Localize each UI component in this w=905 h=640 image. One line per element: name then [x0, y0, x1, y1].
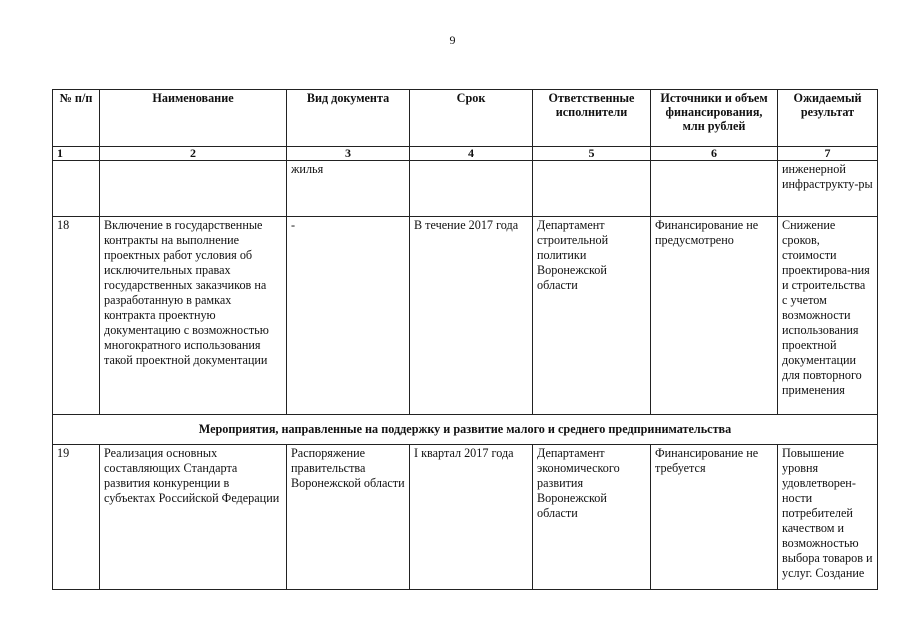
- cell-doc-type: -: [287, 217, 410, 415]
- cell-funding: [651, 161, 778, 217]
- cell-name: Реализация основных составляющих Стандарта развития конкуренции в субъектах Российской Федерации: [100, 445, 287, 590]
- cell-result: Снижение сроков, стоимости проектирова-ния и строительства с учетом возможности использования проектной документации для повторного применения: [778, 217, 878, 415]
- table-row: [53, 161, 878, 217]
- cell-result: Повышение уровня удовлетворен-ности потребителей качеством и возможностью выбора товаров и услуг. Создание: [778, 445, 878, 590]
- cell-result: инженерной инфраструкту-ры: [778, 161, 878, 217]
- page-number: 9: [449, 33, 456, 47]
- column-index: 4: [410, 147, 533, 161]
- header-num: № п/п: [53, 90, 100, 147]
- table-header-row: [53, 90, 878, 147]
- cell-funding: Финансирование не требуется: [651, 445, 778, 590]
- header-doc-type: Вид документа: [287, 90, 410, 147]
- cell-executors: Департамент строительной политики Воронежской области: [533, 217, 651, 415]
- plan-table: [52, 89, 878, 590]
- header-result: Ожидаемый результат: [778, 90, 878, 147]
- header-executors: Ответственные исполнители: [533, 90, 651, 147]
- cell-num: 18: [53, 217, 100, 415]
- cell-name: [100, 161, 287, 217]
- cell-doc-type: Распоряжение правительства Воронежской области: [287, 445, 410, 590]
- cell-term: I квартал 2017 года: [410, 445, 533, 590]
- column-index: 7: [778, 147, 878, 161]
- column-index-row: [53, 147, 878, 161]
- column-index: 3: [287, 147, 410, 161]
- header-funding: Источники и объем финансирования, млн рублей: [651, 90, 778, 147]
- column-index: 2: [100, 147, 287, 161]
- cell-term: [410, 161, 533, 217]
- header-term: Срок: [410, 90, 533, 147]
- column-index: 6: [651, 147, 778, 161]
- cell-doc-type: жилья: [287, 161, 410, 217]
- cell-term: В течение 2017 года: [410, 217, 533, 415]
- cell-executors: Департамент экономического развития Воронежской области: [533, 445, 651, 590]
- table-row: [53, 445, 878, 590]
- section-row: [53, 415, 878, 445]
- cell-num: 19: [53, 445, 100, 590]
- cell-name: Включение в государственные контракты на выполнение проектных работ условия об исключительных правах государственных заказчиков на разработанную в рамках контракта проектную документацию с возможностью многократного использования такой проектной документации: [100, 217, 287, 415]
- cell-executors: [533, 161, 651, 217]
- column-index: 5: [533, 147, 651, 161]
- cell-num: [53, 161, 100, 217]
- section-title: Мероприятия, направленные на поддержку и развитие малого и среднего предпринимательства: [53, 415, 878, 445]
- column-index: 1: [53, 147, 100, 161]
- cell-funding: Финансирование не предусмотрено: [651, 217, 778, 415]
- table-row: [53, 217, 878, 415]
- header-name: Наименование: [100, 90, 287, 147]
